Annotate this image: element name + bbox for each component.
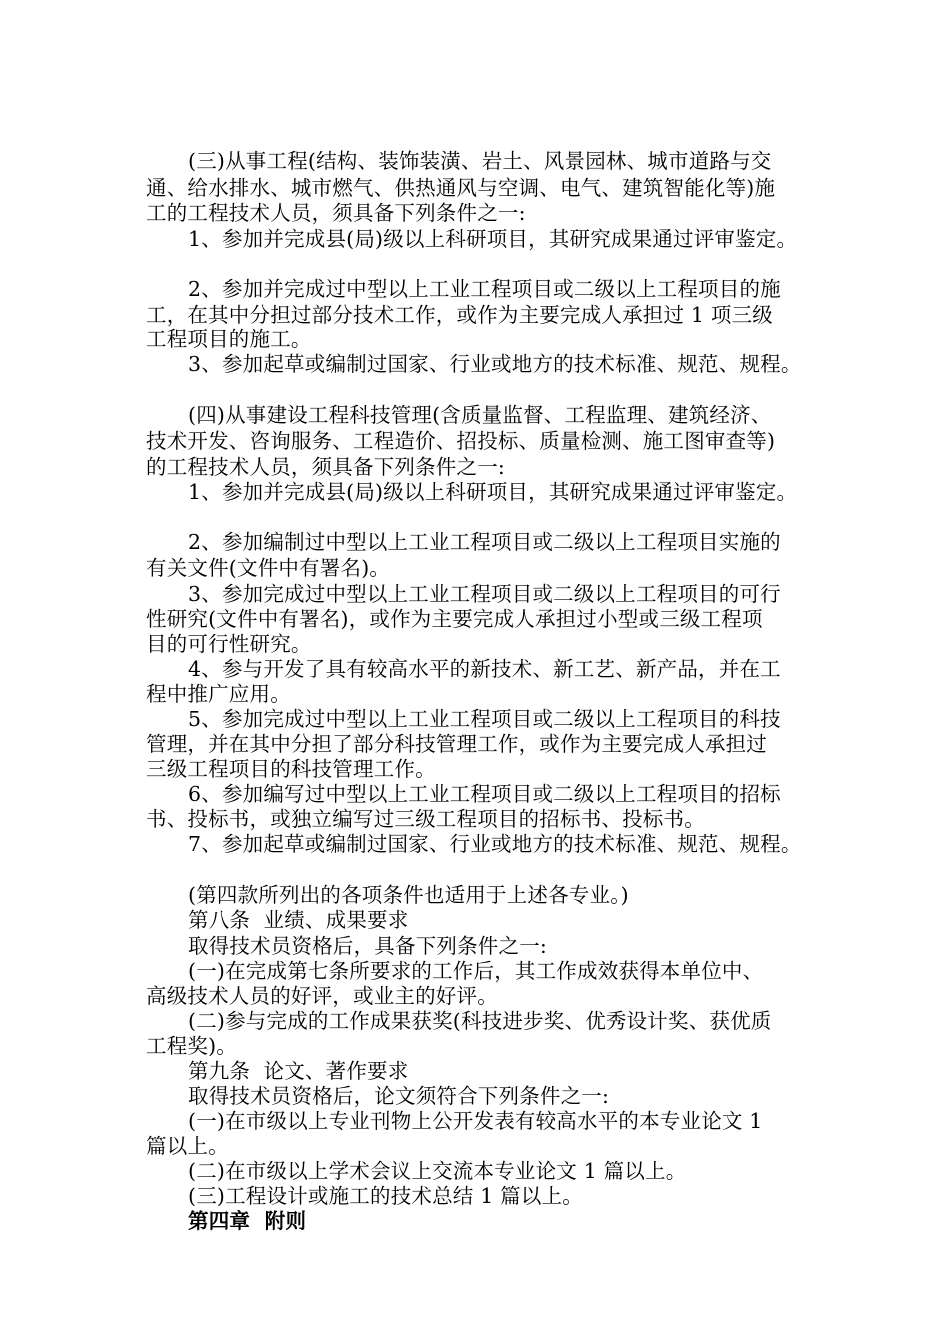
paragraph-line: 1、参加并完成县(局)级以上科研项目，其研究成果通过评审鉴定。 [188,227,798,251]
paragraph-line: 性研究(文件中有署名)，或作为主要完成人承担过小型或三级工程项 [146,607,763,631]
paragraph-line: 1、参加并完成县(局)级以上科研项目，其研究成果通过评审鉴定。 [188,480,798,504]
section-heading: 第八条 业绩、成果要求 [188,908,409,932]
paragraph-line: 7、参加起草或编制过国家、行业或地方的技术标准、规范、规程。 [188,832,802,856]
paragraph-line: (二)在市级以上学术会议上交流本专业论文 1 篇以上。 [188,1159,687,1183]
paragraph-line: 目的可行性研究。 [146,632,312,656]
paragraph-line: 工，在其中分担过部分技术工作，或作为主要完成人承担过 1 项三级 [146,303,773,327]
paragraph-line: 2、参加并完成过中型以上工业工程项目或二级以上工程项目的施 [188,277,781,301]
paragraph-line: 工程项目的施工。 [146,327,312,351]
paragraph-line: 工的工程技术人员，须具备下列条件之一: [146,201,526,225]
paragraph-line: 3、参加完成过中型以上工业工程项目或二级以上工程项目的可行 [188,582,781,606]
paragraph-line: 取得技术员资格后，具备下列条件之一: [188,934,548,958]
paragraph-line: 通、给水排水、城市燃气、供热通风与空调、电气、建筑智能化等)施 [146,176,776,200]
paragraph-line: (三)从事工程(结构、装饰装潢、岩土、风景园林、城市道路与交 [188,149,772,173]
paragraph-line: (一)在完成第七条所要求的工作后，其工作成效获得本单位中、 [188,959,764,983]
paragraph-line: 2、参加编制过中型以上工业工程项目或二级以上工程项目实施的 [188,530,781,554]
paragraph-line: (三)工程设计或施工的技术总结 1 篇以上。 [188,1184,583,1208]
paragraph-line: (四)从事建设工程科技管理(含质量监督、工程监理、建筑经济、 [188,403,772,427]
paragraph-line: 取得技术员资格后，论文须符合下列条件之一: [188,1084,610,1108]
paragraph-line: 3、参加起草或编制过国家、行业或地方的技术标准、规范、规程。 [188,352,802,376]
paragraph-line: 有关文件(文件中有署名)。 [146,556,391,580]
paragraph-line: 6、参加编写过中型以上工业工程项目或二级以上工程项目的招标 [188,782,781,806]
section-heading: 第九条 论文、著作要求 [188,1059,409,1083]
paragraph-line: 书、投标书，或独立编写过三级工程项目的招标书、投标书。 [146,807,705,831]
paragraph-line: 工程奖)。 [146,1034,237,1058]
paragraph-line: 5、参加完成过中型以上工业工程项目或二级以上工程项目的科技 [188,707,781,731]
paragraph-line: (第四款所列出的各项条件也适用于上述各专业。) [188,883,629,907]
paragraph-line: 篇以上。 [146,1134,229,1158]
paragraph-line: 程中推广应用。 [146,682,291,706]
paragraph-line: 管理，并在其中分担了部分科技管理工作，或作为主要完成人承担过 [146,732,767,756]
paragraph-line: 的工程技术人员，须具备下列条件之一: [146,455,506,479]
paragraph-line: 高级技术人员的好评，或业主的好评。 [146,984,498,1008]
paragraph-line: (一)在市级以上专业刊物上公开发表有较高水平的本专业论文 1 [188,1109,763,1133]
paragraph-line: 4、参与开发了具有较高水平的新技术、新工艺、新产品，并在工 [188,657,781,681]
chapter-heading: 第四章 附则 [188,1209,307,1233]
paragraph-line: 技术开发、咨询服务、工程造价、招投标、质量检测、施工图审查等) [146,429,776,453]
paragraph-line: 三级工程项目的科技管理工作。 [146,757,436,781]
paragraph-line: (二)参与完成的工作成果获奖(科技进步奖、优秀设计奖、获优质 [188,1009,772,1033]
